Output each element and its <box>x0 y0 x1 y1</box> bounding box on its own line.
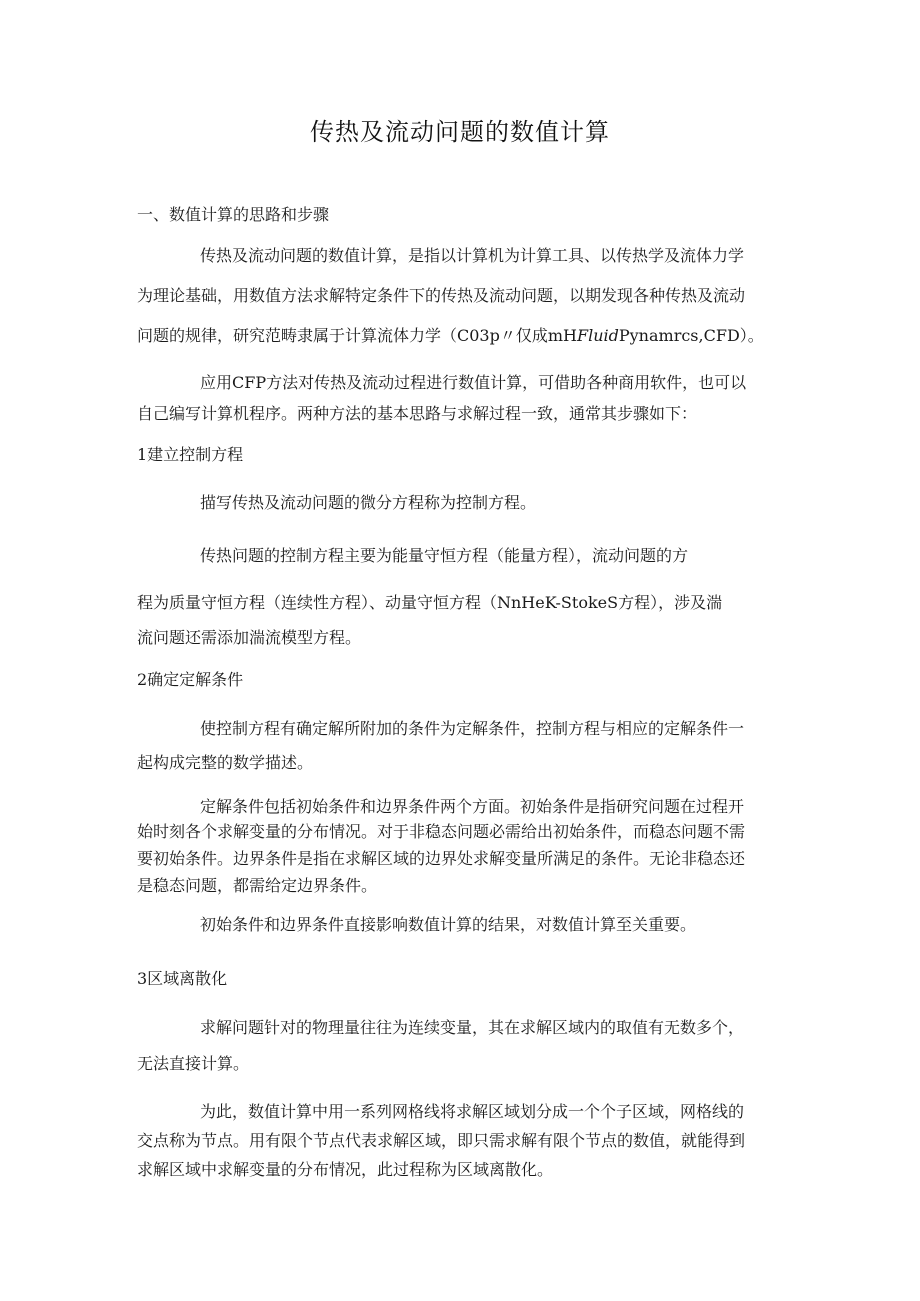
paragraph-line: 应用CFP方法对传热及流动过程进行数值计算，可借助各种商用软件，也可以 <box>200 373 747 392</box>
document-title: 传热及流动问题的数值计算 <box>310 118 610 146</box>
paragraph-line: 流问题还需添加湍流模型方程。 <box>137 628 362 647</box>
paragraph-line: 是稳态问题，都需给定边界条件。 <box>137 876 378 895</box>
paragraph-line: 要初始条件。边界条件是指在求解区域的边界处求解变量所满足的条件。无论非稳态还 <box>137 849 746 868</box>
paragraph-line: 传热及流动问题的数值计算，是指以计算机为计算工具、以传热学及流体力学 <box>200 246 745 265</box>
paragraph-line: 为此，数值计算中用一系列网格线将求解区域划分成一个个子区域，网格线的 <box>200 1102 745 1121</box>
paragraph-line: 定解条件包括初始条件和边界条件两个方面。初始条件是指研究问题在过程开 <box>200 797 745 816</box>
paragraph-line <box>137 326 764 346</box>
paragraph-line: 使控制方程有确定解所附加的条件为定解条件，控制方程与相应的定解条件一 <box>200 719 745 738</box>
paragraph-line: 始时刻各个求解变量的分布情况。对于非稳态问题必需给出初始条件，而稳态问题不需 <box>137 822 746 841</box>
paragraph-line: 自己编写计算机程序。两种方法的基本思路与求解过程一致，通常其步骤如下： <box>137 404 698 423</box>
paragraph-text: Fluid <box>576 326 619 345</box>
paragraph-line: 为理论基础，用数值方法求解特定条件下的传热及流动问题，以期发现各种传热及流动 <box>137 286 746 305</box>
section-heading: 1建立控制方程 <box>137 445 244 464</box>
paragraph-line: 描写传热及流动问题的微分方程称为控制方程。 <box>200 493 537 512</box>
paragraph-line: 传热问题的控制方程主要为能量守恒方程（能量方程），流动问题的方 <box>200 546 689 565</box>
paragraph-line: 无法直接计算。 <box>137 1054 250 1073</box>
paragraph-line: 交点称为节点。用有限个节点代表求解区域，即只需求解有限个节点的数值，就能得到 <box>137 1131 746 1150</box>
section-heading: 一、数值计算的思路和步骤 <box>137 205 330 224</box>
paragraph-line: 程为质量守恒方程（连续性方程）、动量守恒方程（NnHeK-StokeS方程），涉及湍 <box>137 593 723 612</box>
paragraph-text: 问题的规律，研究范畴隶属于计算流体力学（C03p〃仅成mH <box>137 326 577 345</box>
section-heading: 3区域离散化 <box>137 969 228 988</box>
paragraph-line: 初始条件和边界条件直接影响数值计算的结果，对数值计算至关重要。 <box>200 915 697 934</box>
paragraph-text: Pynamrcs,CFD）。 <box>618 326 764 345</box>
paragraph-line: 求解区域中求解变量的分布情况，此过程称为区域离散化。 <box>137 1160 554 1179</box>
section-heading: 2确定定解条件 <box>137 670 244 689</box>
paragraph-line: 起构成完整的数学描述。 <box>137 753 314 772</box>
paragraph-line: 求解问题针对的物理量往往为连续变量，其在求解区域内的取值有无数多个， <box>200 1018 745 1037</box>
